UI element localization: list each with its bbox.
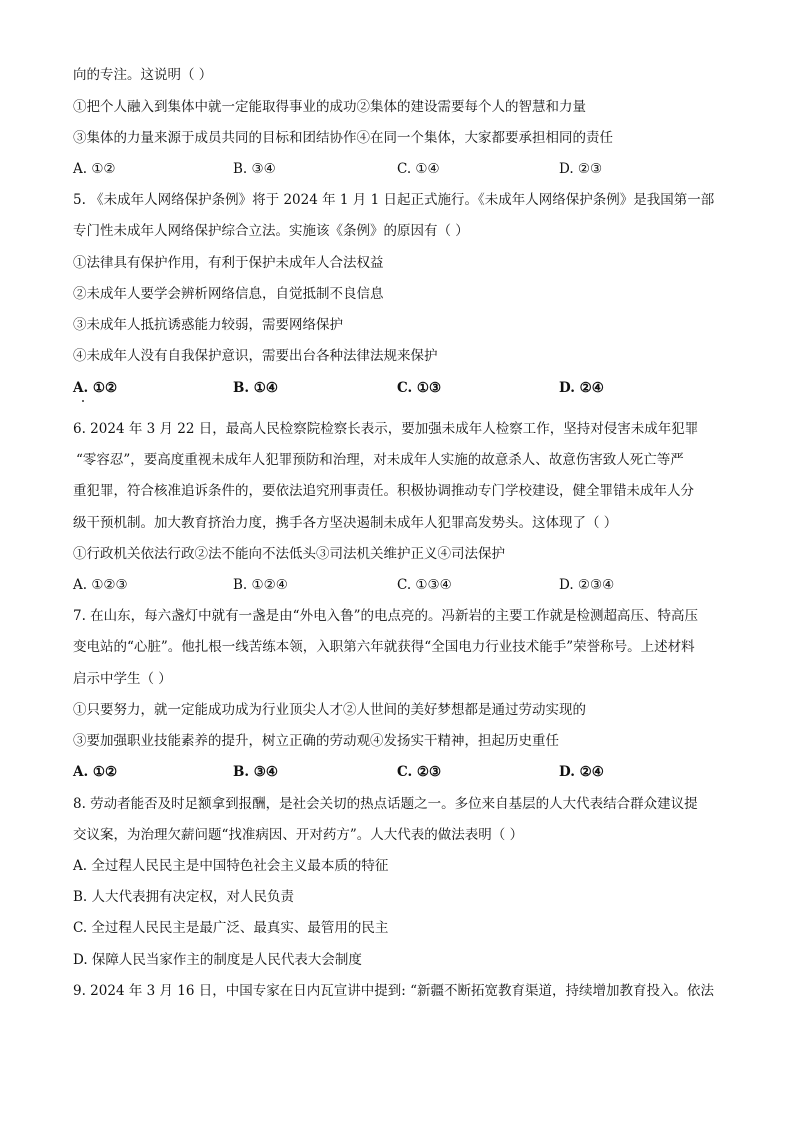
q4-option-a: A. ①②	[73, 161, 116, 177]
q8-option-a: A. 全过程人民民主是中国特色社会主义最本质的特征	[73, 858, 389, 874]
q7-option-b: B. ③④	[233, 764, 279, 780]
q5-stem-1: 5. 《未成年人网络保护条例》将于 2024 年 1 月 1 日起正式施行。《未成年人网络保护条例》是我国第一部	[73, 192, 715, 208]
q4-option-b: B. ③④	[233, 161, 276, 177]
q5-statement-3: ③未成年人抵抗诱惑能力较弱，需要网络保护	[73, 317, 343, 333]
q5-statement-4: ④未成年人没有自我保护意识，需要出台各种法律法规来保护	[73, 348, 438, 364]
q5-statement-2: ②未成年人要学会辨析网络信息，自觉抵制不良信息	[73, 286, 384, 302]
q7-option-c: C. ②③	[397, 764, 442, 780]
q5-stem-2: 专门性未成年人网络保护综合立法。实施该《条例》的原因有（ ）	[73, 223, 469, 239]
q6-statements: ①行政机关依法行政②法不能向不法低头③司法机关维护正义④司法保护	[73, 546, 505, 562]
q6-option-d: D. ②③④	[559, 577, 615, 593]
q6-option-c: C. ①③④	[397, 577, 452, 593]
q5-option-a: A. ①②	[73, 380, 118, 396]
q7-stem-1: 7. 在山东，每六盏灯中就有一盏是由“外电入鲁”的电点亮的。冯新岩的主要工作就是检测超高压、特高压	[73, 608, 698, 624]
q8-option-b: B. 人大代表拥有决定权，对人民负责	[73, 889, 295, 905]
q6-option-a: A. ①②③	[73, 577, 128, 593]
q7-option-d: D. ②④	[559, 764, 604, 780]
q7-option-a: A. ①②	[73, 764, 118, 780]
q7-stem-2: 变电站的“心脏”。他扎根一线苦练本领，入职第六年就获得“全国电力行业技术能手”荣誉称号。上述材料	[73, 639, 695, 655]
q8-option-d: D. 保障人民当家作主的制度是人民代表大会制度	[73, 952, 362, 968]
q6-stem-3: 重犯罪，符合核准追诉条件的，要依法追究刑事责任。积极协调推动专门学校建设，健全罪错未成年人分	[73, 483, 694, 499]
q9-stem-1: 9. 2024 年 3 月 16 日，中国专家在日内瓦宣讲中提到: “新疆不断拓宽教育渠道，持续增加教育投入。依法	[73, 983, 714, 999]
q7-statements-2: ③要加强职业技能素养的提升，树立正确的劳动观④发扬实干精神，担起历史重任	[73, 733, 559, 749]
q7-statements-1: ①只要努力，就一定能成功成为行业顶尖人才②人世间的美好梦想都是通过劳动实现的	[73, 702, 586, 718]
q7-stem-3: 启示中学生（ ）	[73, 671, 172, 687]
q8-stem-1: 8. 劳动者能否及时足额拿到报酬，是社会关切的热点话题之一。多位来自基层的人大代表结合群众建议提	[73, 796, 698, 812]
q6-option-b: B. ①②④	[233, 577, 288, 593]
q5-option-b: B. ①④	[233, 380, 279, 396]
q6-stem-2: “零容忍”，要高度重视未成年人犯罪预防和治理，对未成年人实施的故意杀人、故意伤害致人死亡等严	[76, 452, 684, 468]
q4-statements-1: ①把个人融入到集体中就一定能取得事业的成功②集体的建设需要每个人的智慧和力量	[73, 99, 586, 115]
q4-stem-end: 向的专注。这说明（ ）	[73, 67, 213, 83]
stray-mark	[82, 400, 84, 402]
q8-stem-2: 交议案，为治理欠薪问题“找准病因、开对药方”。人大代表的做法表明（ ）	[73, 827, 524, 843]
q5-statement-1: ①法律具有保护作用，有利于保护未成年人合法权益	[73, 255, 384, 271]
q8-option-c: C. 全过程人民民主是最广泛、最真实、最管用的民主	[73, 920, 389, 936]
q4-option-d: D. ②③	[559, 161, 603, 177]
q5-option-c: C. ①③	[397, 380, 442, 396]
q5-option-d: D. ②④	[559, 380, 604, 396]
q6-stem-4: 级干预机制。加大教育挤治力度，携手各方坚决遏制未成年人犯罪高发势头。这体现了（ ）	[73, 515, 618, 531]
q6-stem-1: 6. 2024 年 3 月 22 日，最高人民检察院检察长表示，要加强未成年人检察工作，坚持对侵害未成年犯罪	[73, 421, 699, 437]
q4-option-c: C. ①④	[397, 161, 440, 177]
q4-statements-2: ③集体的力量来源于成员共同的目标和团结协作④在同一个集体，大家都要承担相同的责任	[73, 130, 613, 146]
